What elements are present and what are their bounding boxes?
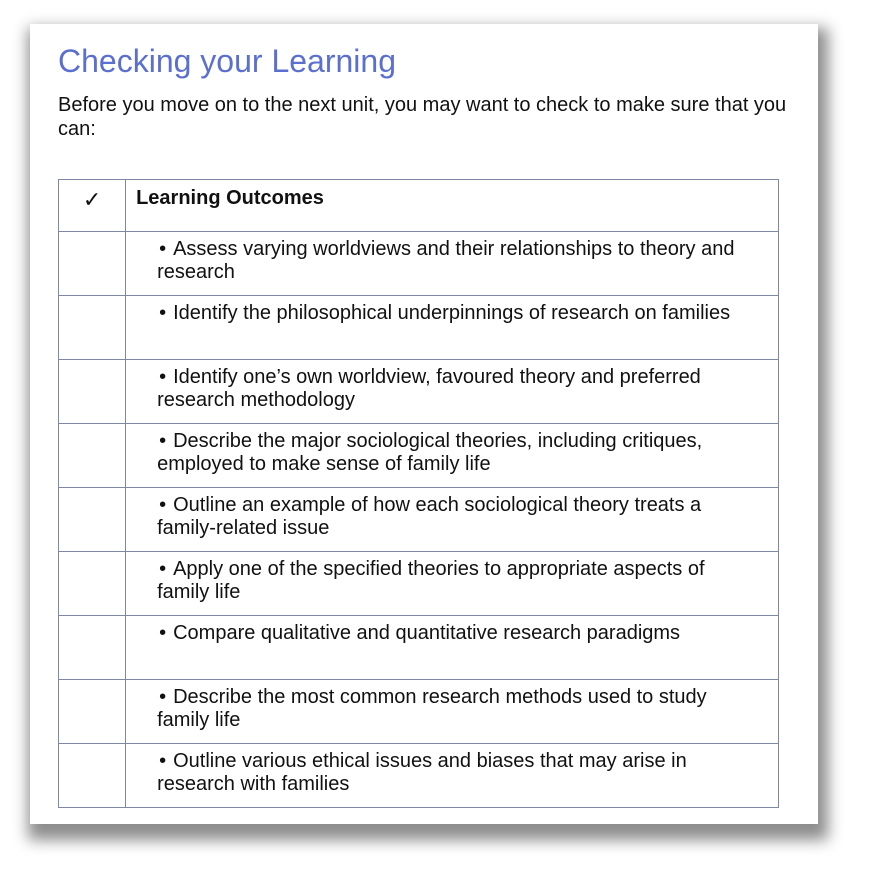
table-row: [59, 296, 779, 360]
check-cell[interactable]: [59, 616, 126, 680]
page-title: Checking your Learning: [58, 43, 396, 79]
outcome-text: Describe the major sociological theories, including critiques, employed to make sense of family life: [157, 430, 703, 475]
table-row: [59, 552, 779, 616]
outcome-text: Apply one of the specified theories to appropriate aspects of family life: [157, 558, 705, 603]
learning-outcomes-table: [58, 179, 779, 808]
table-row: [59, 488, 779, 552]
outcome-cell: [126, 424, 779, 488]
check-cell[interactable]: [59, 744, 126, 808]
outcome-text: Assess varying worldviews and their relationships to theory and research: [157, 238, 735, 283]
check-column-header: ✓: [59, 180, 126, 232]
bullet-icon: •: [159, 558, 167, 580]
bullet-icon: •: [159, 622, 167, 644]
bullet-icon: •: [159, 750, 167, 772]
check-cell[interactable]: [59, 680, 126, 744]
bullet-icon: •: [159, 686, 167, 708]
outcome-cell: [126, 744, 779, 808]
outcome-cell: [126, 296, 779, 360]
document-page: [30, 24, 818, 824]
check-cell[interactable]: [59, 488, 126, 552]
table-row: [59, 424, 779, 488]
table-row: [59, 616, 779, 680]
table-header-row: [59, 180, 779, 232]
bullet-icon: •: [159, 494, 167, 516]
table-row: [59, 232, 779, 296]
table-row: [59, 360, 779, 424]
outcome-text: Compare qualitative and quantitative research paradigms: [173, 622, 681, 644]
outcome-cell: [126, 616, 779, 680]
outcome-cell: [126, 360, 779, 424]
bullet-icon: •: [159, 302, 167, 324]
outcomes-column-header: Learning Outcomes: [126, 180, 779, 232]
outcome-cell: [126, 488, 779, 552]
check-cell[interactable]: [59, 360, 126, 424]
table-row: [59, 744, 779, 808]
bullet-icon: •: [159, 430, 167, 452]
intro-paragraph: Before you move on to the next unit, you may want to check to make sure that you can:: [58, 94, 787, 140]
outcome-text: Outline an example of how each sociological theory treats a family-related issue: [157, 494, 702, 539]
outcome-text: Outline various ethical issues and biases that may arise in research with families: [157, 750, 687, 795]
outcome-cell: [126, 232, 779, 296]
check-cell[interactable]: [59, 552, 126, 616]
table-row: [59, 680, 779, 744]
bullet-icon: •: [159, 366, 167, 388]
outcome-cell: [126, 552, 779, 616]
outcome-cell: [126, 680, 779, 744]
outcome-text: Identify the philosophical underpinnings of research on families: [173, 302, 731, 324]
check-cell[interactable]: [59, 424, 126, 488]
check-cell[interactable]: [59, 296, 126, 360]
outcome-text: Describe the most common research methods used to study family life: [157, 686, 707, 731]
bullet-icon: •: [159, 238, 167, 260]
check-cell[interactable]: [59, 232, 126, 296]
outcome-text: Identify one’s own worldview, favoured theory and preferred research methodology: [157, 366, 701, 411]
